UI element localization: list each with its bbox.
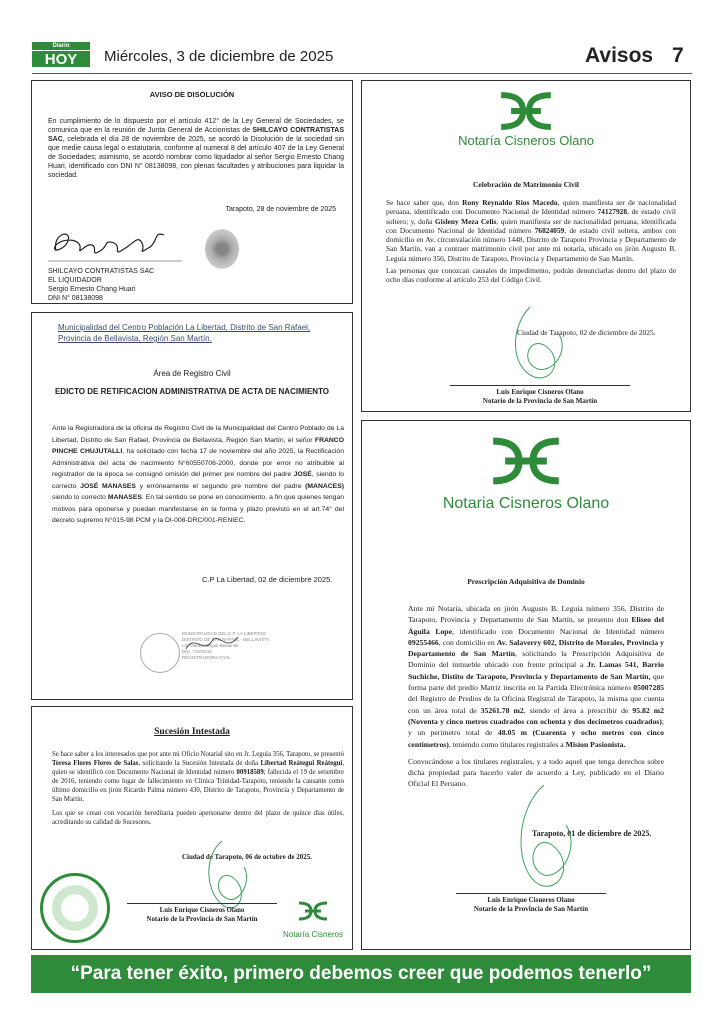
notary-brand: Notaria Cisneros Olano [442,495,610,512]
notary-signature-block: Luis Enrique Cisneros Olano Notario de la Provincia de San Martín [127,903,277,924]
handwritten-signature [42,221,192,267]
notary-seal [40,873,110,943]
edict-title: EDICTO DE RETIFICACION ADMINISTRATIVA DE ACTA DE NACIMIENTO [54,387,330,396]
notary-signature-block: Luis Enrique Cisneros Olano Notario de la Provincia de San Martín [450,385,630,406]
notary-logo-icon [362,91,690,131]
page-header [32,40,692,74]
notice-title: Celebración de Matrimonio Civil [472,180,580,189]
notary-signature-block: Luis Enrique Cisneros Olano Notario de la Provincia de San Martín [456,893,606,914]
issue-date: Miércoles, 3 de diciembre de 2025 [104,48,334,65]
notice-body: Se hace saber que, don Rony Reynaldo Rios Macedo, quien manifiesta ser de nacionalidad peruana, identificado con Documento Nacional de Identidad número 74127928, de estado civil soltero; y, doña Gisleny Meza Celis, quien manifiesta ser de nacionalidad peruana, identificada con Documento Nacional de Identidad número 76824059, de estado civil soltera, ambos con domicilio en Av. circunvalación número 1448, Distrito de Tarapoto Provincia y Departamento de San Martín, van a contraer matrimonio civil por ante mi notaría, ubicado en jirón Augusto B. Leguía número 356, Distrito de Tarapoto, Provincia y Departamento de San Martín. Las personas que conozcan causales de impedimento, podrán denunciarlas dentro del plazo de ocho días conforme al artículo 253 del Código Civil. [386,198,677,285]
notary-mini-logo: Notaría Cisneros [277,899,349,939]
place-date: Ciudad de Tarapoto, 06 de octubre de 2025. [182,853,312,861]
notice-body: Ante mi Notaría, ubicada en jirón Augusto B. Leguía número 356, Distrito de Tarapoto, Provincia y Departamento de San Martín, se presento don Eliseo del Águila Lope, identificado con Documento Nacional de Identidad número 09255466, con domicilio en Av. Salaverry 602, Distrito de Morales, Provincia y Departamento de San Martín, solicitando la Prescripción Adquisitiva de Dominio del inmueble ubicado con frente principal a Jr. Lamas 541, Barrio Suchiche, Distito de Tarapoto, Provincia y Departamento de San Martín, que forma parte del predio Matriz inscrita en la Partida Electrónica número 05007285 del Registro de Predios de la Oficina Registral de Tarapoto, la misma que cuenta con un área total de 35261.78 m2, siendo el área a prescribir de 95.82 m2 (Noventa y cinco metros cuadrados con ochenta y dos decimetros cuadrados); y un perímetro total de 48.05 m (Cuarenta y ocho metros con cinco centímetros), teniendo como titulares registrales a Mision Pasionista. Convocándose a los titulares registrales, y a todo aquel que tenga derechos sobre dicha propiedad para hacerlo valer de acuerdo a Ley, publicado en el Diario Oficial El Peruano. [408,604,665,789]
place-date: C.P La Libertad, 02 de diciembre 2025. [202,575,333,584]
logo-main-text: HOY [32,50,90,67]
notice-title: AVISO DE DISOLUCIÓN [149,90,235,99]
dissolution-notice [31,80,353,304]
footer-quote: “Para tener éxito, primero debemos creer que podemos tenerlo” [70,963,652,984]
logo-top-text: Diario [32,42,90,50]
municipal-edict [31,312,353,700]
notary-signature [484,781,594,897]
notary-signature [480,303,590,387]
notary-logo-icon [295,899,331,923]
notary-logo-icon [362,437,690,485]
edict-body: Ante la Registradora de la oficina de Registro Civil de la Municipalidad del Centro Poblado de La Libertad, Distrito de San Rafael, Provincia de Bellavista, Región San Martín, el señor FRANCO PINCHE CHUJUTALLI, ha solicitado con fecha 17 de noviembre del año 2025, la Rectificación Administrativa del acta de nacimiento N°60550706-2000, donde por error no atribuible al registrador de la época se consignó omisión del primer pre nombre del padre JOSÉ, siendo lo correcto JOSÉ MANASES y erróneamente el segundo pre nombre del padre (MANACES) siendo lo correcto MANASES. En tal sentido se pone en conocimiento, a fin que quienes tengan motivos para oponerse y puedan manifestarse en la forma y plazo previsto en el art.74° del decreto supremo N°015-98 PCM y la DI-008-DRC/001-RENIEC. [52,425,345,524]
registrar-stamp: MUNICIPALIDAD DEL C.P. LA LIBERTAD DISTRITO DE SAN RAFAEL - BELLAVISTA Lily Maribel Bayuk Belaunde DNI. 71875110 REGISTRADORA CIVIL [182,631,270,660]
thumbprint [205,229,239,269]
page-number: 7 [672,44,684,67]
place-date: Tarapoto, 28 de noviembre de 2025 [225,206,336,213]
notice-body: En cumplimiento de lo dispuesto por el artículo 412° de la Ley General de Sociedades, se comunica que en la reunión de Junta General de Accionistas de SHILCAYO CONTRATISTAS SAC, celebrada el día 28 de noviembre de 2025, se acordó la Disolución de la sociedad sin que medie causa legal o estatutaria, conforme al numeral 8 del artículo 407 de la Ley General de Sociedades; asimismo, se acordó nombrar como liquidador al señor Sergio Ernesto Chang Huari, identificado con DNI N° 08138098, con plenas facultades y atribuciones para liquidar la sociedad. [48,118,344,179]
notice-title: Sucesión Intestada [154,727,230,737]
signer-block: SHILCAYO CONTRATISTAS SAC EL LIQUIDADOR Sergio Ernesto Chang Huari DNI N° 08138098 [48,268,155,302]
notice-body: Se hace saber a los interesados que por ante mi Oficio Notarial sito en Jr. Leguía 356, Tarapoto, se presentó Teresa Flores Flores de Salas, solicitando la Sucesión Intestada de doña Libertad Reátegui Reátegui, quien se identificó con Documento Nacional de Identidad número 00918589; fallecida el 19 de setiembre de 2016, teniendo como lugar de fallecimiento en Clínica Trinidad-Tarapoto, teniendo la causante como último domicilio en jirón Ricardo Palma número 430, Distrito de Tarapoto, Provincia y Departamento de San Martín. Los que se crean con vocación hereditaria pueden apersonarse dentro del plazo de quince días útiles, acreditando su calidad de Sucesores. [52,751,345,826]
section-title: Avisos [585,44,654,67]
prescription-notice [361,420,691,950]
notice-title: Prescripción Adquisitiva de Dominio [467,577,585,586]
marriage-notice [361,80,691,412]
place-date: Ciudad de Tarapoto, 02 de diciembre de 2025. [517,328,656,337]
place-date: Tarapoto, 01 de diciembre de 2025. [532,829,652,838]
succession-notice [31,706,353,950]
entity-name: Municipalidad del Centro Población La Libertad, Distrito de San Rafael, Provincia de Bellavista, Región San Martín. [58,323,311,343]
footer-quote-banner [31,955,691,993]
diario-hoy-logo [32,42,90,66]
municipal-seal [140,633,180,673]
area-label: Área de Registro Civil [153,369,231,378]
notary-brand: Notaría Cisneros Olano [458,133,594,148]
